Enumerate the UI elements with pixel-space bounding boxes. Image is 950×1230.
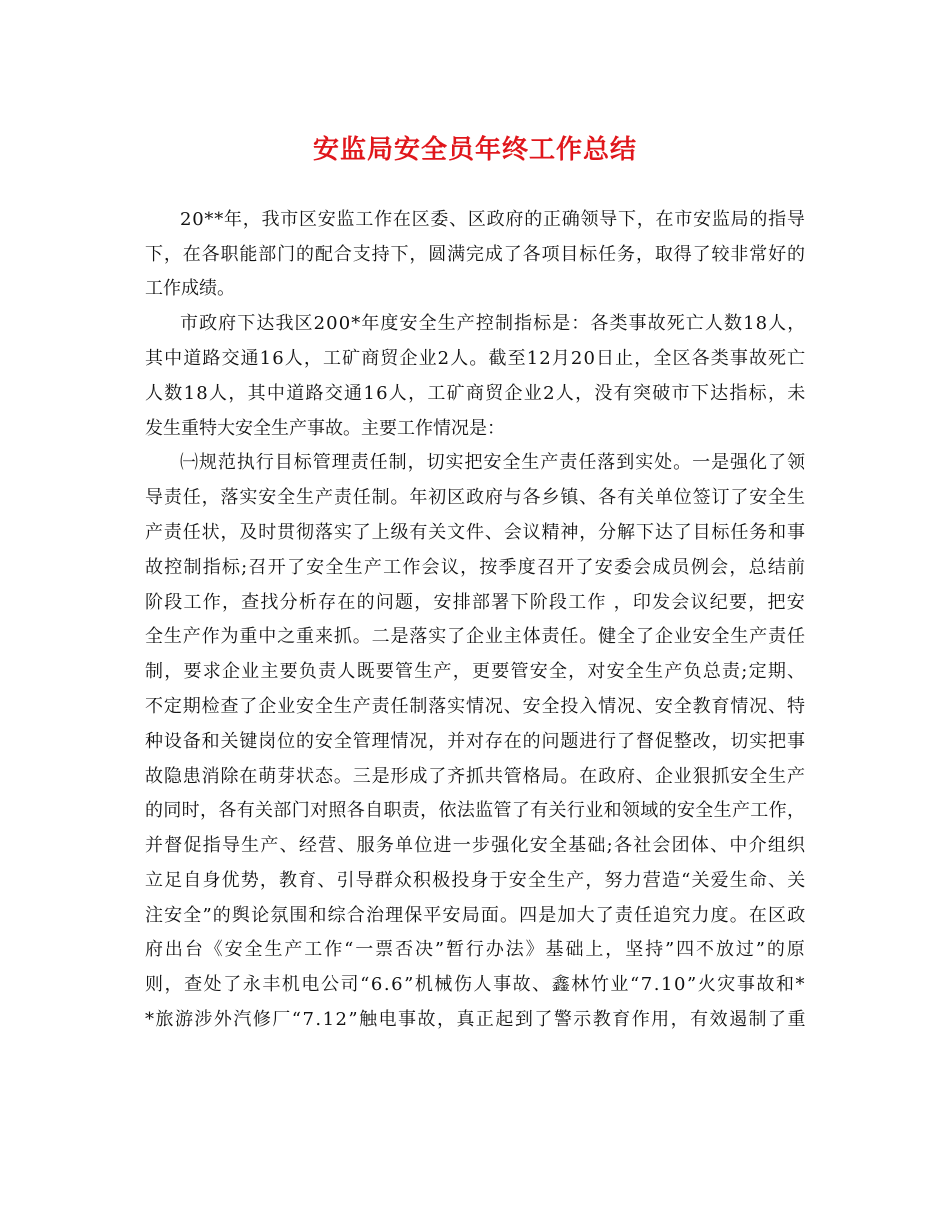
paragraph-line: 全生产作为重中之重来抓。二是落实了企业主体责任。健全了企业安全生产责任 <box>145 626 806 647</box>
paragraph-line: *旅游涉外汽修厂“7.12”触电事故，真正起到了警示教育作用，有效遏制了重 <box>145 1009 807 1030</box>
paragraph-line: 立足自身优势，教育、引导群众积极投身于安全生产，努力营造“关爱生命、关 <box>145 870 807 891</box>
paragraph-line: 则，查处了永丰机电公司“6.6”机械伤人事故、鑫林竹业“7.10”火灾事故和* <box>145 974 807 995</box>
paragraph-line: 不定期检查了企业安全生产责任制落实情况、安全投入情况、安全教育情况、特 <box>145 696 806 717</box>
paragraph-line: 导责任，落实安全生产责任制。年初区政府与各乡镇、各有关单位签订了安全生 <box>145 487 806 508</box>
paragraph-line: 府出台《安全生产工作“一票否决”暂行办法》基础上，坚持”四不放过”的原 <box>145 939 807 960</box>
paragraph-line: 发生重特大安全生产事故。主要工作情况是： <box>145 418 505 439</box>
paragraph-line: 其中道路交通16人，工矿商贸企业2人。截至12月20日止，全区各类事故死亡 <box>145 348 807 369</box>
paragraph-line: 产责任状，及时贯彻落实了上级有关文件、会议精神，分解下达了目标任务和事 <box>145 522 806 543</box>
paragraph-line: 种设备和关键岗位的安全管理情况，并对存在的问题进行了督促整改，切实把事 <box>145 731 806 752</box>
paragraph-line: 的同时，各有关部门对照各自职责，依法监管了有关行业和领域的安全生产工作， <box>145 800 806 821</box>
paragraph-line: 故隐患消除在萌芽状态。三是形成了齐抓共管格局。在政府、企业狠抓安全生产 <box>145 766 806 787</box>
paragraph-line: 阶段工作，查找分析存在的问题，安排部署下阶段工作 ，印发会议纪要，把安 <box>145 592 806 613</box>
paragraph-line: 20**年，我市区安监工作在区委、区政府的正确领导下，在市安监局的指导 <box>180 209 806 230</box>
paragraph-line: 下，在各职能部门的配合支持下，圆满完成了各项目标任务，取得了较非常好的 <box>145 244 806 265</box>
paragraph-line: 注安全”的舆论氛围和综合治理保平安局面。四是加大了责任追究力度。在区政 <box>145 905 807 926</box>
document-title: 安监局安全员年终工作总结 <box>312 135 637 165</box>
paragraph-line: ㈠规范执行目标管理责任制，切实把安全生产责任落到实处。一是强化了领 <box>180 452 806 473</box>
paragraph-line: 故控制指标;召开了安全生产工作会议，按季度召开了安委会成员例会，总结前 <box>145 557 807 578</box>
paragraph-line: 工作成绩。 <box>145 278 235 299</box>
paragraph-line: 人数18人，其中道路交通16人，工矿商贸企业2人，没有突破市下达指标，未 <box>145 383 807 404</box>
paragraph-line: 市政府下达我区200*年度安全生产控制指标是：各类事故死亡人数18人， <box>180 313 807 334</box>
paragraph-line: 并督促指导生产、经营、服务单位进一步强化安全基础;各社会团体、中介组织 <box>145 835 807 856</box>
paragraph-line: 制，要求企业主要负责人既要管生产，更要管安全，对安全生产负总责;定期、 <box>145 661 807 682</box>
